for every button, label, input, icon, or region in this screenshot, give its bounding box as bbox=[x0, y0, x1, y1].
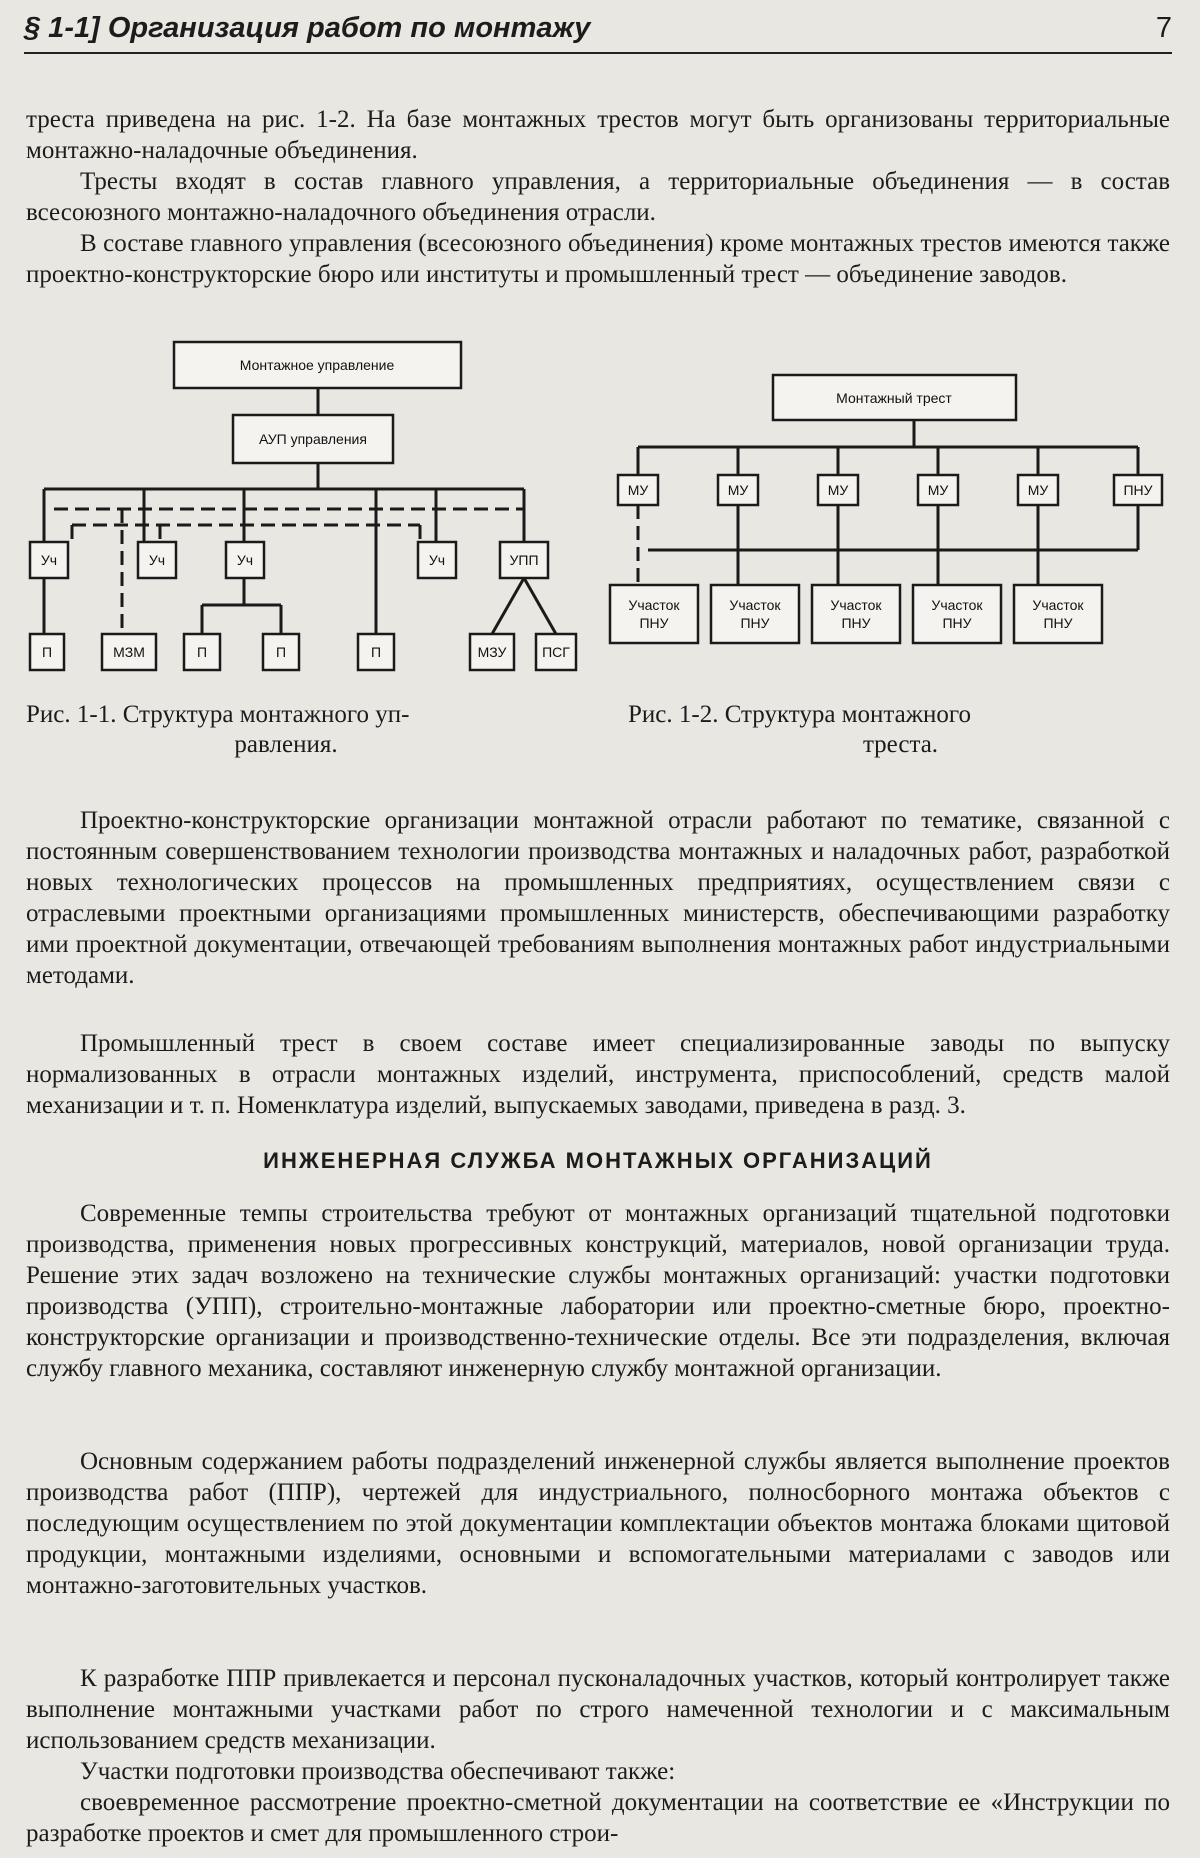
svg-text:ПНУ: ПНУ bbox=[942, 615, 972, 631]
svg-text:Уч: Уч bbox=[428, 552, 446, 568]
box-psg bbox=[536, 634, 576, 670]
box-mzu bbox=[470, 634, 514, 670]
box-p bbox=[358, 634, 394, 670]
svg-text:П: П bbox=[196, 644, 208, 660]
svg-text:ПСГ: ПСГ bbox=[542, 644, 570, 660]
svg-text:Уч: Уч bbox=[236, 552, 254, 568]
caption-line: Рис. 1-1. Структура монтажного уп- bbox=[26, 701, 410, 728]
page-number: 7 bbox=[1155, 12, 1172, 44]
svg-text:МУ: МУ bbox=[627, 482, 649, 498]
svg-text:ПНУ: ПНУ bbox=[740, 615, 770, 631]
box-pnu-section bbox=[610, 585, 698, 643]
svg-text:ПНУ: ПНУ bbox=[1123, 482, 1153, 498]
box-mu bbox=[818, 475, 858, 505]
org-charts bbox=[0, 0, 1200, 700]
box-pnu-section bbox=[711, 585, 799, 643]
svg-text:МЗМ: МЗМ bbox=[113, 644, 145, 660]
box-label: Монтажное управление bbox=[239, 357, 395, 373]
box-mzm bbox=[102, 634, 156, 670]
box-uch bbox=[418, 542, 456, 578]
box-montage-department bbox=[174, 342, 461, 388]
paragraph: Участки подготовки производства обеспечивают также: bbox=[80, 1758, 676, 1785]
svg-text:П: П bbox=[41, 644, 53, 660]
figure-1-1-caption bbox=[26, 700, 546, 760]
svg-text:МЗУ: МЗУ bbox=[477, 644, 507, 660]
caption-line: Рис. 1-2. Структура монтажного bbox=[628, 701, 972, 728]
caption-line: треста. bbox=[862, 731, 939, 758]
paragraph: треста приведена на рис. 1-2. На базе монтажных трестов могут быть организованы территориальные монтажно-наладочные объединения. bbox=[26, 106, 1170, 164]
svg-text:МУ: МУ bbox=[927, 482, 949, 498]
svg-text:УПП: УПП bbox=[509, 552, 539, 568]
paragraph: Тресты входят в состав главного управления, а территориальные объединения — в состав всесоюзного монтажно-наладочного объединения отрасли. bbox=[26, 168, 1170, 226]
svg-text:Участок: Участок bbox=[931, 597, 983, 613]
svg-text:Уч: Уч bbox=[148, 552, 166, 568]
paragraph: Основным содержанием работы подразделений инженерной службы является выполнение проектов производства работ (ППР), чертежей для индустриального, полносборного монтажа объектов с последующим осуществлением по этой документации комплектации объектов монтажа блоками щитовой продукции, монтажными изделиями, основными и вспомогательными материалами с заводов или монтажно-заготовительных участков. bbox=[26, 1448, 1170, 1599]
box-upp bbox=[500, 542, 548, 578]
paragraph: Промышленный трест в своем составе имеет специализированные заводы по выпуску нормализованных в отрасли монтажных изделий, инструмента, приспособлений, средств малой механизации и т. п. Номенклатура изделий, выпускаемых заводами, приведена в разд. 3. bbox=[26, 1030, 1170, 1119]
box-uch bbox=[138, 542, 176, 578]
svg-text:ПНУ: ПНУ bbox=[1043, 615, 1073, 631]
svg-text:П: П bbox=[370, 644, 382, 660]
figure-1-2-caption bbox=[628, 700, 1173, 760]
svg-text:МУ: МУ bbox=[827, 482, 849, 498]
box-p bbox=[263, 634, 299, 670]
box-uch bbox=[226, 542, 264, 578]
svg-text:Участок: Участок bbox=[830, 597, 882, 613]
svg-text:Участок: Участок bbox=[1032, 597, 1084, 613]
svg-text:П: П bbox=[275, 644, 287, 660]
box-mu bbox=[1018, 475, 1058, 505]
section-heading: ИНЖЕНЕРНАЯ СЛУЖБА МОНТАЖНЫХ ОРГАНИЗАЦИЙ bbox=[263, 1148, 933, 1173]
box-pnu-section bbox=[913, 585, 1001, 643]
box-p bbox=[30, 634, 64, 670]
paragraph: В составе главного управления (всесоюзного объединения) кроме монтажных трестов имеются также проектно-конструкторские бюро или институты и промышленный трест — объединение заводов. bbox=[26, 230, 1170, 288]
paragraph: Проектно-конструкторские организации монтажной отрасли работают по тематике, связанной с постоянным совершенствованием технологии производства монтажных и наладочных работ, разработкой новых технологических процессов на промышленных предприятиях, осуществлением связи с отраслевыми проектными организациями промышленных министерств, обеспечивающими разработку ими проектной документации, отвечающей требованиям выполнения монтажных работ индустриальными методами. bbox=[26, 807, 1170, 989]
box-pnu-section bbox=[812, 585, 900, 643]
figure-1-2 bbox=[610, 375, 1162, 643]
box-montage-trust bbox=[773, 375, 1016, 420]
box-label: Монтажный трест bbox=[836, 390, 952, 406]
header-title: § 1-1] Организация работ по монтажу bbox=[24, 12, 591, 44]
paragraph: К разработке ППР привлекается и персонал пусконаладочных участков, который контролирует также выполнение монтажными участками работ по строго намеченной технологии и с максимальным использованием средств механизации. bbox=[26, 1665, 1170, 1754]
paragraph: Современные темпы строительства требуют от монтажных организаций тщательной подготовки производства, применения новых прогрессивных конструкций, материалов, новой организации труда. Решение этих задач возложено на технические службы монтажных организаций: участки подготовки производства (УПП), строительно-монтажные лаборатории или проектно-сметные бюро, проектно-конструкторские организации и производственно-технические отделы. Все эти подразделения, включая службу главного механика, составляют инженерную службу монтажной организации. bbox=[26, 1200, 1170, 1382]
svg-text:Участок: Участок bbox=[729, 597, 781, 613]
svg-text:ПНУ: ПНУ bbox=[639, 615, 669, 631]
svg-text:МУ: МУ bbox=[727, 482, 749, 498]
box-pnu bbox=[1114, 475, 1162, 505]
figure-1-1 bbox=[30, 342, 576, 670]
box-pnu-section bbox=[1014, 585, 1102, 643]
svg-text:ПНУ: ПНУ bbox=[841, 615, 871, 631]
box-p bbox=[184, 634, 220, 670]
svg-text:Уч: Уч bbox=[40, 552, 58, 568]
box-mu bbox=[618, 475, 658, 505]
box-aup bbox=[233, 415, 393, 463]
paragraph: своевременное рассмотрение проектно-сметной документации на соответствие ее «Инструкции по разработке проектов и смет для промышленного строи- bbox=[26, 1789, 1170, 1847]
box-mu bbox=[718, 475, 758, 505]
svg-text:МУ: МУ bbox=[1027, 482, 1049, 498]
svg-text:Участок: Участок bbox=[628, 597, 680, 613]
box-mu bbox=[918, 475, 958, 505]
box-uch bbox=[30, 542, 68, 578]
box-label: АУП управления bbox=[259, 431, 367, 447]
caption-line: равления. bbox=[234, 731, 338, 758]
